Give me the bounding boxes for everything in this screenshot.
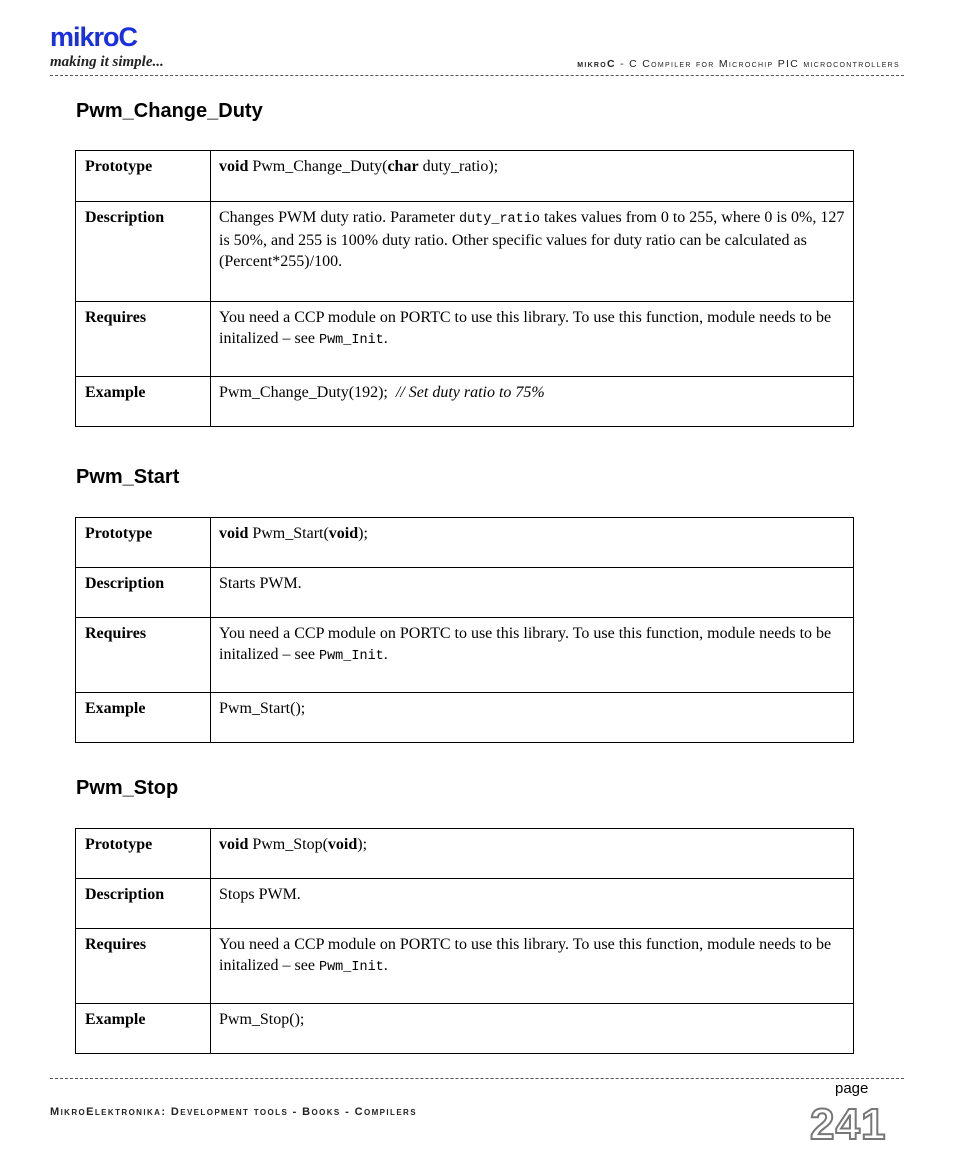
keyword: void [219,836,249,853]
description-row [76,568,854,618]
inline-code: Pwm_Init [318,333,384,348]
mikroc-logo: mikroC [50,22,138,52]
description-row [76,879,854,929]
function-table [75,517,854,743]
prototype-row [76,518,854,568]
row-label: Description [76,568,211,618]
text: . [383,646,388,663]
example-row [76,377,854,427]
prototype-code [211,829,854,879]
requires-text [211,302,854,377]
inline-code: Pwm_Init [318,649,384,664]
example-code: Pwm_Start(); [211,693,854,743]
keyword: void [327,836,358,853]
params: duty_ratio); [418,158,499,175]
row-label: Requires [76,929,211,1004]
requires-row [76,929,854,1004]
page-number: 241 [810,1100,887,1149]
header-title [577,58,900,70]
text: You need a CCP module on PORTC to use this library. To use this function, module needs to be initalized – see [219,625,832,663]
params: ); [357,836,368,853]
text: takes values from 0 to 255, where 0 is 0%, 127 is 50%, and 255 is 100% duty ratio. Other specific values for duty ratio can be calculated as (Percent*255)/100. [219,209,845,270]
row-label: Description [76,202,211,302]
row-label: Example [76,693,211,743]
params: ); [358,525,368,542]
header-title-brand: mikroC [577,58,616,70]
description-text: Starts PWM. [211,568,854,618]
header-rule [50,75,904,76]
description-row [76,202,854,302]
function-table [75,150,854,427]
row-label: Description [76,879,211,929]
code-comment: // Set duty ratio to 75% [395,384,545,401]
row-label: Prototype [76,829,211,879]
row-label: Prototype [76,518,211,568]
inline-code: Pwm_Init [318,960,384,975]
text: . [383,957,388,974]
row-label: Example [76,377,211,427]
footer-publisher: MikroElektronika: Development tools - Books - Compilers [50,1106,417,1118]
example-row [76,1004,854,1054]
function-table [75,828,854,1054]
function-name: Pwm_Start( [248,525,329,542]
row-label: Example [76,1004,211,1054]
example-code [211,377,854,427]
code: Pwm_Change_Duty(192); [219,384,396,401]
keyword: char [387,158,419,175]
requires-text [211,929,854,1004]
header-title-rest: - C Compiler for Microchip PIC microcontrollers [615,58,900,70]
tagline: making it simple... [50,54,164,70]
section-title: Pwm_Stop [76,777,179,799]
page-label: page [835,1080,869,1097]
text: You need a CCP module on PORTC to use this library. To use this function, module needs to be initalized – see [219,936,832,974]
text: You need a CCP module on PORTC to use this library. To use this function, module needs to be initalized – see [219,309,832,347]
row-label: Requires [76,302,211,377]
prototype-row [76,151,854,202]
requires-text [211,618,854,693]
function-name: Pwm_Stop( [248,836,328,853]
prototype-code [211,151,854,202]
description-text: Stops PWM. [211,879,854,929]
keyword: void [219,158,249,175]
requires-row [76,302,854,377]
example-code: Pwm_Stop(); [211,1004,854,1054]
section-title: Pwm_Change_Duty [76,100,263,122]
text: . [383,330,388,347]
keyword: void [219,525,249,542]
text: Changes PWM duty ratio. Parameter [219,209,459,226]
footer-rule [50,1078,904,1079]
description-text [211,202,854,302]
row-label: Requires [76,618,211,693]
example-row [76,693,854,743]
section-title: Pwm_Start [76,466,180,488]
prototype-code [211,518,854,568]
keyword: void [328,525,359,542]
prototype-row [76,829,854,879]
requires-row [76,618,854,693]
function-name: Pwm_Change_Duty( [248,158,388,175]
inline-code: duty_ratio [458,212,540,227]
row-label: Prototype [76,151,211,202]
